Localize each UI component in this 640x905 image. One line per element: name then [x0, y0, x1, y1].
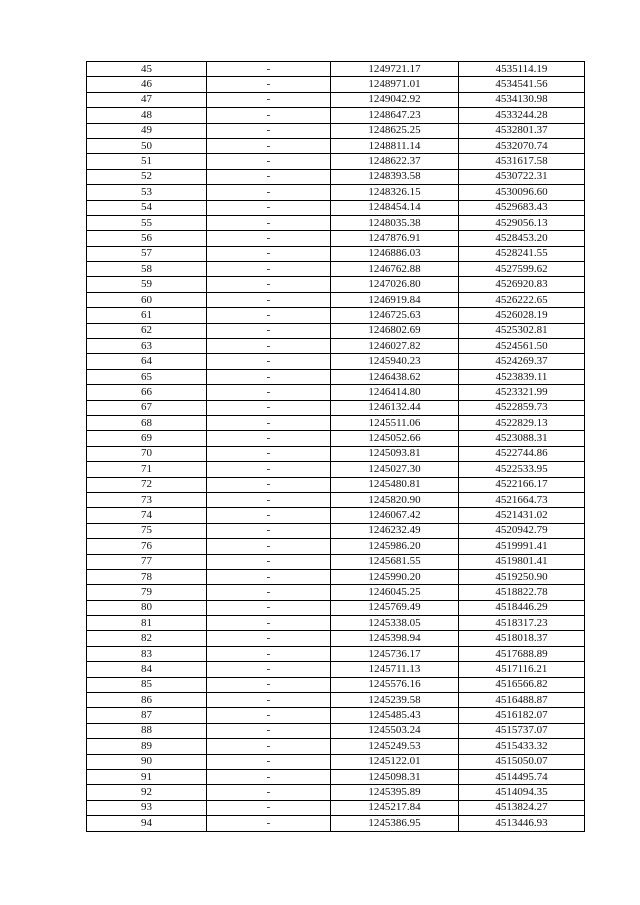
y-coordinate-cell: 4517688.89 [459, 646, 585, 661]
dash-cell: - [207, 616, 331, 631]
table-row [87, 446, 585, 461]
dash-cell: - [207, 539, 331, 554]
table-row [87, 62, 585, 77]
table-row [87, 277, 585, 292]
point-number-cell: 47 [87, 92, 207, 107]
dash-cell: - [207, 646, 331, 661]
y-coordinate-cell: 4534130.98 [459, 92, 585, 107]
x-coordinate-cell: 1248622.37 [331, 154, 459, 169]
point-number-cell: 63 [87, 339, 207, 354]
y-coordinate-cell: 4516488.87 [459, 693, 585, 708]
y-coordinate-cell: 4526222.65 [459, 292, 585, 307]
dash-cell: - [207, 585, 331, 600]
table-row [87, 169, 585, 184]
x-coordinate-cell: 1245769.49 [331, 600, 459, 615]
x-coordinate-cell: 1245052.66 [331, 431, 459, 446]
table-row [87, 508, 585, 523]
dash-cell: - [207, 769, 331, 784]
dash-cell: - [207, 138, 331, 153]
y-coordinate-cell: 4519250.90 [459, 569, 585, 584]
x-coordinate-cell: 1246232.49 [331, 523, 459, 538]
dash-cell: - [207, 215, 331, 230]
y-coordinate-cell: 4514094.35 [459, 785, 585, 800]
x-coordinate-cell: 1246886.03 [331, 246, 459, 261]
table-row [87, 662, 585, 677]
y-coordinate-cell: 4522744.86 [459, 446, 585, 461]
x-coordinate-cell: 1248393.58 [331, 169, 459, 184]
y-coordinate-cell: 4522166.17 [459, 477, 585, 492]
table-row [87, 462, 585, 477]
point-number-cell: 94 [87, 816, 207, 831]
x-coordinate-cell: 1245093.81 [331, 446, 459, 461]
table-row [87, 816, 585, 831]
table-row [87, 769, 585, 784]
x-coordinate-cell: 1246045.25 [331, 585, 459, 600]
point-number-cell: 75 [87, 523, 207, 538]
table-row [87, 308, 585, 323]
point-number-cell: 74 [87, 508, 207, 523]
dash-cell: - [207, 754, 331, 769]
dash-cell: - [207, 569, 331, 584]
point-number-cell: 83 [87, 646, 207, 661]
dash-cell: - [207, 369, 331, 384]
x-coordinate-cell: 1245122.01 [331, 754, 459, 769]
y-coordinate-cell: 4515050.07 [459, 754, 585, 769]
x-coordinate-cell: 1248647.23 [331, 108, 459, 123]
table-row [87, 616, 585, 631]
x-coordinate-cell: 1246919.84 [331, 292, 459, 307]
table-row [87, 92, 585, 107]
y-coordinate-cell: 4530096.60 [459, 185, 585, 200]
point-number-cell: 85 [87, 677, 207, 692]
y-coordinate-cell: 4518018.37 [459, 631, 585, 646]
dash-cell: - [207, 554, 331, 569]
x-coordinate-cell: 1245338.05 [331, 616, 459, 631]
y-coordinate-cell: 4528241.55 [459, 246, 585, 261]
point-number-cell: 59 [87, 277, 207, 292]
x-coordinate-cell: 1245511.06 [331, 415, 459, 430]
y-coordinate-cell: 4515433.32 [459, 739, 585, 754]
dash-cell: - [207, 169, 331, 184]
y-coordinate-cell: 4534541.56 [459, 77, 585, 92]
dash-cell: - [207, 154, 331, 169]
dash-cell: - [207, 308, 331, 323]
dash-cell: - [207, 231, 331, 246]
x-coordinate-cell: 1245098.31 [331, 769, 459, 784]
x-coordinate-cell: 1249721.17 [331, 62, 459, 77]
x-coordinate-cell: 1245576.16 [331, 677, 459, 692]
x-coordinate-cell: 1246027.82 [331, 339, 459, 354]
dash-cell: - [207, 800, 331, 815]
dash-cell: - [207, 523, 331, 538]
point-number-cell: 91 [87, 769, 207, 784]
x-coordinate-cell: 1246067.42 [331, 508, 459, 523]
table-row [87, 739, 585, 754]
x-coordinate-cell: 1245820.90 [331, 492, 459, 507]
point-number-cell: 72 [87, 477, 207, 492]
y-coordinate-cell: 4521664.73 [459, 492, 585, 507]
x-coordinate-cell: 1245990.20 [331, 569, 459, 584]
table-row [87, 708, 585, 723]
x-coordinate-cell: 1248035.38 [331, 215, 459, 230]
y-coordinate-cell: 4526920.83 [459, 277, 585, 292]
y-coordinate-cell: 4526028.19 [459, 308, 585, 323]
x-coordinate-cell: 1245503.24 [331, 723, 459, 738]
y-coordinate-cell: 4535114.19 [459, 62, 585, 77]
y-coordinate-cell: 4533244.28 [459, 108, 585, 123]
y-coordinate-cell: 4525302.81 [459, 323, 585, 338]
dash-cell: - [207, 816, 331, 831]
dash-cell: - [207, 339, 331, 354]
y-coordinate-cell: 4522829.13 [459, 415, 585, 430]
dash-cell: - [207, 677, 331, 692]
x-coordinate-cell: 1246725.63 [331, 308, 459, 323]
y-coordinate-cell: 4518446.29 [459, 600, 585, 615]
y-coordinate-cell: 4520942.79 [459, 523, 585, 538]
dash-cell: - [207, 354, 331, 369]
point-number-cell: 50 [87, 138, 207, 153]
x-coordinate-cell: 1248326.15 [331, 185, 459, 200]
x-coordinate-cell: 1245249.53 [331, 739, 459, 754]
y-coordinate-cell: 4521431.02 [459, 508, 585, 523]
point-number-cell: 57 [87, 246, 207, 261]
table-row [87, 569, 585, 584]
y-coordinate-cell: 4529056.13 [459, 215, 585, 230]
x-coordinate-cell: 1245395.89 [331, 785, 459, 800]
y-coordinate-cell: 4532070.74 [459, 138, 585, 153]
y-coordinate-cell: 4522859.73 [459, 400, 585, 415]
x-coordinate-cell: 1246802.69 [331, 323, 459, 338]
dash-cell: - [207, 662, 331, 677]
point-number-cell: 87 [87, 708, 207, 723]
y-coordinate-cell: 4516182.07 [459, 708, 585, 723]
x-coordinate-cell: 1248811.14 [331, 138, 459, 153]
dash-cell: - [207, 492, 331, 507]
dash-cell: - [207, 246, 331, 261]
point-number-cell: 46 [87, 77, 207, 92]
dash-cell: - [207, 693, 331, 708]
table-row [87, 431, 585, 446]
x-coordinate-cell: 1249042.92 [331, 92, 459, 107]
point-number-cell: 90 [87, 754, 207, 769]
y-coordinate-cell: 4523839.11 [459, 369, 585, 384]
point-number-cell: 88 [87, 723, 207, 738]
x-coordinate-cell: 1245239.58 [331, 693, 459, 708]
y-coordinate-cell: 4517116.21 [459, 662, 585, 677]
point-number-cell: 84 [87, 662, 207, 677]
point-number-cell: 70 [87, 446, 207, 461]
point-number-cell: 61 [87, 308, 207, 323]
y-coordinate-cell: 4532801.37 [459, 123, 585, 138]
point-number-cell: 51 [87, 154, 207, 169]
point-number-cell: 62 [87, 323, 207, 338]
table-row [87, 323, 585, 338]
x-coordinate-cell: 1247876.91 [331, 231, 459, 246]
table-row [87, 785, 585, 800]
table-row [87, 646, 585, 661]
x-coordinate-cell: 1246438.62 [331, 369, 459, 384]
x-coordinate-cell: 1245386.95 [331, 816, 459, 831]
dash-cell: - [207, 600, 331, 615]
point-number-cell: 60 [87, 292, 207, 307]
y-coordinate-cell: 4519801.41 [459, 554, 585, 569]
point-number-cell: 93 [87, 800, 207, 815]
point-number-cell: 48 [87, 108, 207, 123]
dash-cell: - [207, 292, 331, 307]
point-number-cell: 69 [87, 431, 207, 446]
point-number-cell: 78 [87, 569, 207, 584]
x-coordinate-cell: 1245480.81 [331, 477, 459, 492]
table-row [87, 631, 585, 646]
table-row [87, 200, 585, 215]
table-row [87, 354, 585, 369]
point-number-cell: 81 [87, 616, 207, 631]
point-number-cell: 56 [87, 231, 207, 246]
table-row [87, 523, 585, 538]
dash-cell: - [207, 108, 331, 123]
y-coordinate-cell: 4529683.43 [459, 200, 585, 215]
table-row [87, 215, 585, 230]
x-coordinate-cell: 1245217.84 [331, 800, 459, 815]
x-coordinate-cell: 1245736.17 [331, 646, 459, 661]
dash-cell: - [207, 123, 331, 138]
table-row [87, 154, 585, 169]
point-number-cell: 89 [87, 739, 207, 754]
x-coordinate-cell: 1248971.01 [331, 77, 459, 92]
x-coordinate-cell: 1245398.94 [331, 631, 459, 646]
table-row [87, 77, 585, 92]
table-row [87, 600, 585, 615]
x-coordinate-cell: 1246414.80 [331, 385, 459, 400]
table-row [87, 123, 585, 138]
table-row [87, 554, 585, 569]
dash-cell: - [207, 446, 331, 461]
dash-cell: - [207, 739, 331, 754]
y-coordinate-cell: 4530722.31 [459, 169, 585, 184]
y-coordinate-cell: 4527599.62 [459, 262, 585, 277]
point-number-cell: 76 [87, 539, 207, 554]
table-row [87, 231, 585, 246]
dash-cell: - [207, 462, 331, 477]
y-coordinate-cell: 4523088.31 [459, 431, 585, 446]
table-row [87, 800, 585, 815]
x-coordinate-cell: 1245485.43 [331, 708, 459, 723]
dash-cell: - [207, 723, 331, 738]
y-coordinate-cell: 4514495.74 [459, 769, 585, 784]
dash-cell: - [207, 185, 331, 200]
dash-cell: - [207, 631, 331, 646]
dash-cell: - [207, 277, 331, 292]
y-coordinate-cell: 4528453.20 [459, 231, 585, 246]
point-number-cell: 67 [87, 400, 207, 415]
point-number-cell: 49 [87, 123, 207, 138]
point-number-cell: 86 [87, 693, 207, 708]
table-row [87, 369, 585, 384]
table-row [87, 108, 585, 123]
dash-cell: - [207, 92, 331, 107]
dash-cell: - [207, 385, 331, 400]
table-row [87, 539, 585, 554]
dash-cell: - [207, 431, 331, 446]
table-row [87, 585, 585, 600]
x-coordinate-cell: 1246762.88 [331, 262, 459, 277]
table-row [87, 693, 585, 708]
coordinates-table-body [87, 62, 585, 832]
table-row [87, 246, 585, 261]
point-number-cell: 73 [87, 492, 207, 507]
point-number-cell: 65 [87, 369, 207, 384]
dash-cell: - [207, 200, 331, 215]
point-number-cell: 77 [87, 554, 207, 569]
point-number-cell: 64 [87, 354, 207, 369]
x-coordinate-cell: 1248454.14 [331, 200, 459, 215]
point-number-cell: 92 [87, 785, 207, 800]
point-number-cell: 54 [87, 200, 207, 215]
y-coordinate-cell: 4518822.78 [459, 585, 585, 600]
table-row [87, 415, 585, 430]
table-row [87, 339, 585, 354]
point-number-cell: 55 [87, 215, 207, 230]
point-number-cell: 80 [87, 600, 207, 615]
table-row [87, 492, 585, 507]
table-row [87, 385, 585, 400]
x-coordinate-cell: 1246132.44 [331, 400, 459, 415]
table-row [87, 677, 585, 692]
point-number-cell: 53 [87, 185, 207, 200]
dash-cell: - [207, 400, 331, 415]
dash-cell: - [207, 77, 331, 92]
point-number-cell: 45 [87, 62, 207, 77]
table-row [87, 138, 585, 153]
y-coordinate-cell: 4515737.07 [459, 723, 585, 738]
x-coordinate-cell: 1245711.13 [331, 662, 459, 677]
point-number-cell: 58 [87, 262, 207, 277]
point-number-cell: 66 [87, 385, 207, 400]
x-coordinate-cell: 1245027.30 [331, 462, 459, 477]
dash-cell: - [207, 477, 331, 492]
y-coordinate-cell: 4519991.41 [459, 539, 585, 554]
table-row [87, 185, 585, 200]
coordinates-table [86, 61, 585, 832]
x-coordinate-cell: 1245940.23 [331, 354, 459, 369]
y-coordinate-cell: 4523321.99 [459, 385, 585, 400]
dash-cell: - [207, 62, 331, 77]
y-coordinate-cell: 4524269.37 [459, 354, 585, 369]
y-coordinate-cell: 4524561.50 [459, 339, 585, 354]
dash-cell: - [207, 262, 331, 277]
y-coordinate-cell: 4518317.23 [459, 616, 585, 631]
x-coordinate-cell: 1245986.20 [331, 539, 459, 554]
dash-cell: - [207, 785, 331, 800]
table-row [87, 754, 585, 769]
y-coordinate-cell: 4516566.82 [459, 677, 585, 692]
x-coordinate-cell: 1245681.55 [331, 554, 459, 569]
table-row [87, 292, 585, 307]
table-row [87, 262, 585, 277]
table-row [87, 723, 585, 738]
x-coordinate-cell: 1247026.80 [331, 277, 459, 292]
dash-cell: - [207, 323, 331, 338]
point-number-cell: 52 [87, 169, 207, 184]
y-coordinate-cell: 4522533.95 [459, 462, 585, 477]
dash-cell: - [207, 508, 331, 523]
point-number-cell: 71 [87, 462, 207, 477]
table-row [87, 477, 585, 492]
y-coordinate-cell: 4531617.58 [459, 154, 585, 169]
point-number-cell: 82 [87, 631, 207, 646]
y-coordinate-cell: 4513446.93 [459, 816, 585, 831]
dash-cell: - [207, 415, 331, 430]
point-number-cell: 79 [87, 585, 207, 600]
point-number-cell: 68 [87, 415, 207, 430]
x-coordinate-cell: 1248625.25 [331, 123, 459, 138]
y-coordinate-cell: 4513824.27 [459, 800, 585, 815]
table-row [87, 400, 585, 415]
dash-cell: - [207, 708, 331, 723]
